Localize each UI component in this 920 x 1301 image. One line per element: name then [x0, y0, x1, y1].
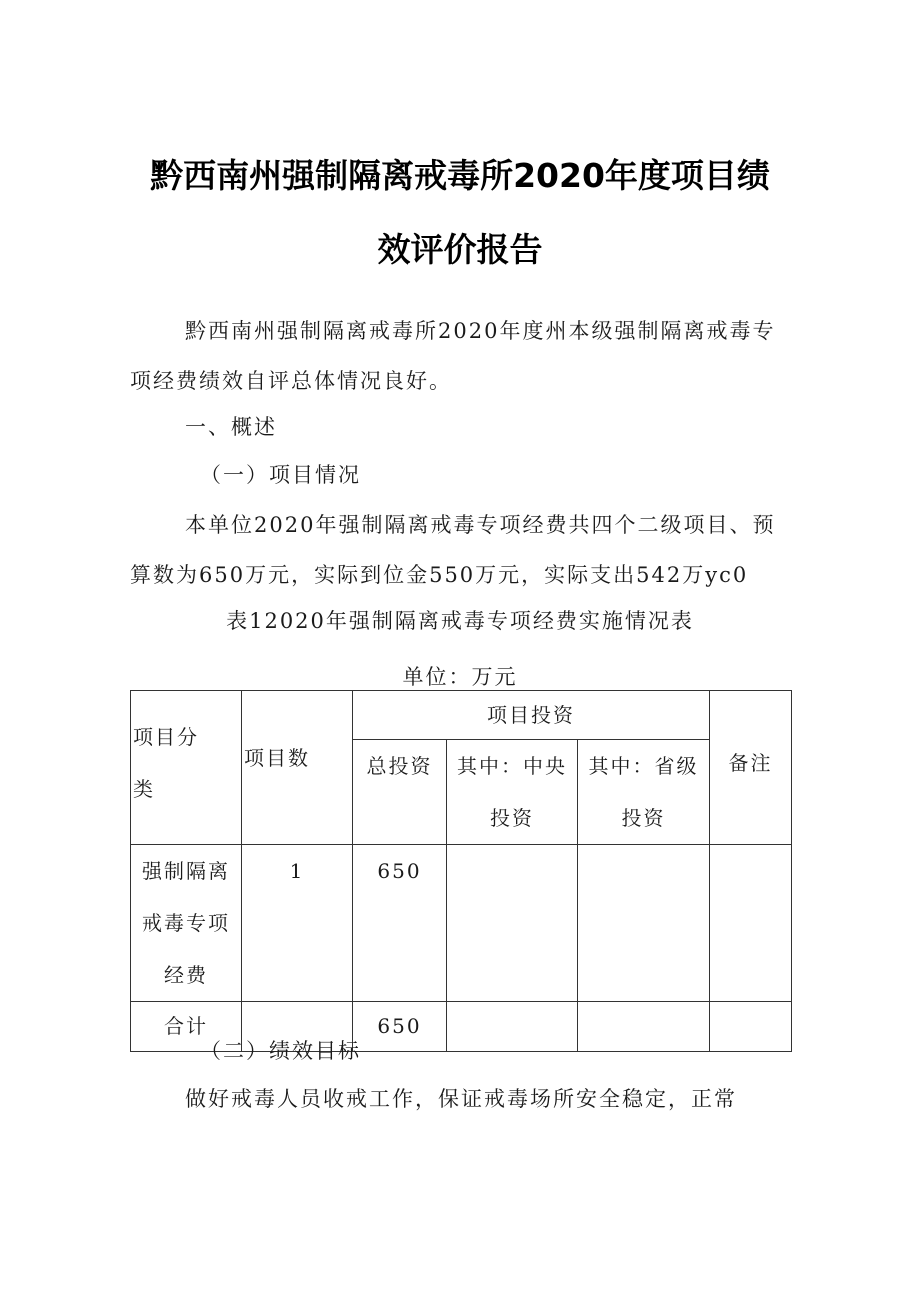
goals-paragraph-line1: 做好戒毒人员收戒工作，保证戒毒场所安全稳定，正常 [185, 1087, 737, 1111]
table-row [131, 845, 792, 1002]
report-title-line1: 黔西南州强制隔离戒毒所2020年度项目绩 [150, 156, 770, 195]
header-provincial-cell [578, 740, 710, 845]
row-central [447, 845, 578, 1002]
header-category-line2: 类 [133, 777, 155, 801]
row-provincial [578, 845, 710, 1002]
header-central-cell [447, 740, 578, 845]
row-name-cell [131, 845, 242, 1002]
total-label: 合计 [131, 1002, 242, 1052]
report-title-line2: 效评价报告 [377, 230, 543, 269]
intro-paragraph-line1: 黔西南州强制隔离戒毒所2020年度州本级强制隔离戒毒专 [185, 319, 776, 343]
header-category-cell [131, 691, 242, 845]
total-investment: 650 [353, 1002, 447, 1052]
row-name-line3: 经费 [164, 963, 208, 987]
row-name-line2: 戒毒专项 [142, 911, 230, 935]
project-paragraph-line1: 本单位2020年强制隔离戒毒专项经费共四个二级项目、预 [185, 513, 776, 537]
row-remarks [710, 845, 792, 1002]
header-central-line2: 投资 [490, 806, 534, 830]
header-provincial-line2: 投资 [621, 806, 666, 830]
intro-paragraph-line2: 项经费绩效自评总体情况良好。 [130, 369, 452, 393]
total-remarks [710, 1002, 792, 1052]
total-central [447, 1002, 578, 1052]
investment-table [130, 690, 792, 1052]
subsection-heading-project: （一）项目情况 [200, 463, 361, 487]
header-count: 项目数 [244, 745, 310, 770]
table-unit: 单位：万元 [402, 665, 518, 689]
table-caption: 表12020年强制隔离戒毒专项经费实施情况表 [226, 609, 694, 633]
header-category-line1: 项目分 [133, 725, 199, 749]
project-paragraph-line2: 算数为650万元，实际到位金550万元，实际支出542万yc0 [130, 563, 749, 587]
header-provincial-line1: 其中：省级 [588, 754, 699, 778]
subsection-heading-goals: （二）绩效目标 [200, 1039, 361, 1063]
total-provincial [578, 1002, 710, 1052]
header-remarks-cell [710, 691, 792, 845]
row-total: 650 [353, 845, 447, 1002]
header-total: 总投资 [353, 740, 447, 845]
header-investment-group: 项目投资 [353, 691, 710, 740]
row-name-line1: 强制隔离 [142, 859, 230, 883]
section-heading-overview: 一、概述 [185, 415, 277, 439]
header-central-line1: 其中：中央 [457, 754, 567, 778]
row-count: 1 [242, 845, 353, 1002]
header-count-cell [242, 691, 353, 845]
header-remarks: 备注 [728, 750, 773, 775]
